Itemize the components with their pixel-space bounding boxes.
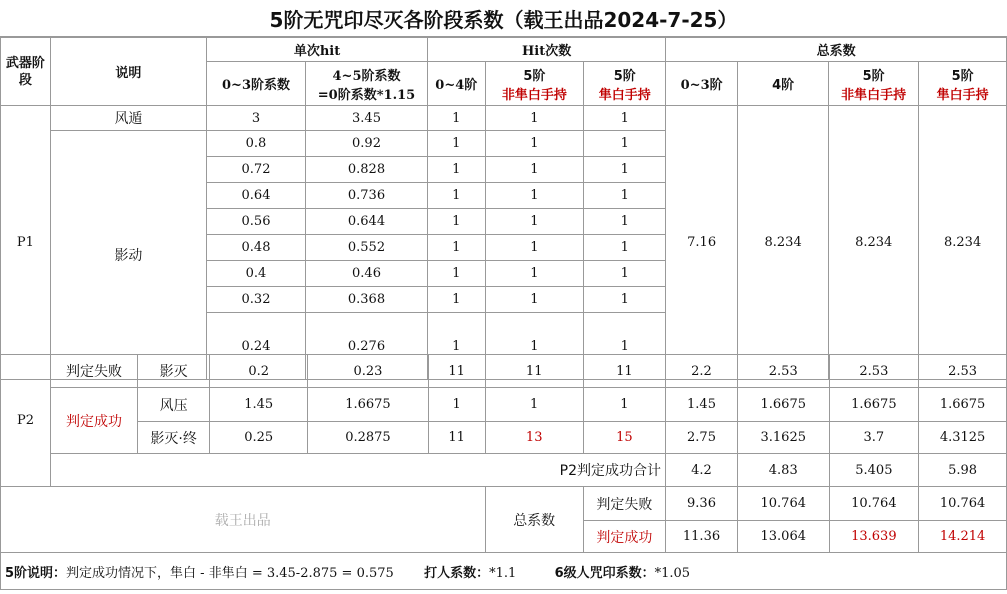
page-title: 5阶无咒印尽灭各阶段系数（载王出品2024-7-25） [0, 0, 1007, 37]
cell: 1 [584, 261, 666, 287]
stage-p2: P2 [1, 355, 51, 487]
cell: 0.276 [305, 313, 427, 380]
cell: 9.36 [666, 487, 738, 521]
cell: 1 [485, 313, 584, 380]
cell: 13.639 [829, 521, 919, 553]
cell: 5.98 [919, 454, 1007, 487]
cell: 1 [428, 157, 485, 183]
cell: 1.45 [210, 388, 308, 422]
cell: 10.764 [829, 487, 919, 521]
footer-curse-value: *1.05 [654, 565, 691, 581]
cell: 1 [584, 183, 666, 209]
cell: 1 [428, 313, 485, 380]
col-04-header: 0~4阶 [428, 62, 485, 106]
cell: 0.2875 [308, 422, 429, 454]
tot-4-header: 4阶 [738, 62, 829, 106]
cell: 1.6675 [308, 388, 429, 422]
col-5a-header: 5阶 非隼白手持 [485, 62, 584, 106]
cell: 0.644 [305, 209, 427, 235]
cell: 4.83 [737, 454, 829, 487]
cell: 0.24 [207, 313, 306, 380]
summary-fail-label: 判定失败 [583, 487, 665, 521]
cell: 1 [584, 209, 666, 235]
cell: 1 [485, 287, 584, 313]
cell: 2.53 [737, 355, 829, 388]
cell: 0.92 [305, 131, 427, 157]
cell: 10.764 [737, 487, 829, 521]
cell: 3.7 [829, 422, 919, 454]
cell: 5.405 [829, 454, 919, 487]
col-5b-header: 5阶 隼白手持 [584, 62, 666, 106]
p2-success-total-label: P2判定成功合计 [50, 454, 665, 487]
cell: 4.3125 [919, 422, 1007, 454]
cell: 1 [428, 183, 485, 209]
skill-yingmie-zhong: 影灭·终 [138, 422, 210, 454]
cell: 11 [428, 355, 485, 388]
cell: 11 [485, 355, 583, 388]
cell: 1 [584, 235, 666, 261]
cell: 1 [485, 106, 584, 131]
cell: 0.25 [210, 422, 308, 454]
cell: 1 [428, 261, 485, 287]
cell: 10.764 [919, 487, 1007, 521]
cell: 1 [428, 106, 485, 131]
skill-yingdong: 影动 [50, 131, 206, 380]
skill-fengdun: 风遁 [50, 106, 206, 131]
cell: 4.2 [666, 454, 738, 487]
cell: 13.064 [737, 521, 829, 553]
cell: 0.32 [207, 287, 306, 313]
cell: 0.8 [207, 131, 306, 157]
coefficient-table [0, 37, 1007, 380]
footer-hit-label: 打人系数： [424, 565, 490, 581]
col-45-header: 4~5阶系数 =0阶系数*1.15 [305, 62, 427, 106]
tot-03-header: 0~3阶 [666, 62, 738, 106]
p1-total-4: 8.234 [738, 106, 829, 380]
cell: 1 [428, 388, 485, 422]
cell: 0.736 [305, 183, 427, 209]
summary-success-label: 判定成功 [583, 521, 665, 553]
cell: 1.45 [666, 388, 738, 422]
cell: 2.53 [829, 355, 919, 388]
cell: 1.6675 [919, 388, 1007, 422]
weapon-stage-header: 武器阶段 [1, 38, 51, 106]
cell: 1 [428, 287, 485, 313]
cell: 11.36 [666, 521, 738, 553]
footer-prefix: 5阶说明： [5, 565, 67, 581]
cell: 0.828 [305, 157, 427, 183]
cell: 0.46 [305, 261, 427, 287]
watermark: 载王出品 [1, 487, 486, 553]
cell: 15 [583, 422, 665, 454]
cell: 1 [485, 209, 584, 235]
cell: 1 [485, 131, 584, 157]
p2-summary-table [0, 354, 1007, 590]
footer-text: 判定成功情况下，隼白 - 非隼白 = 3.45-2.875 = 0.575 [66, 565, 394, 581]
cell: 1 [485, 157, 584, 183]
p1-total-5b: 8.234 [919, 106, 1007, 380]
cell: 0.23 [308, 355, 429, 388]
cell: 3.1625 [737, 422, 829, 454]
p1-total-03: 7.16 [666, 106, 738, 380]
cell: 13 [485, 422, 583, 454]
cell: 1.6675 [737, 388, 829, 422]
cell: 1 [584, 131, 666, 157]
cell: 0.552 [305, 235, 427, 261]
footer-curse-label: 6级人咒印系数： [554, 565, 655, 581]
cell: 3.45 [305, 106, 427, 131]
cell: 3 [207, 106, 306, 131]
cell: 1 [584, 287, 666, 313]
cell: 1 [485, 183, 584, 209]
cell: 1 [584, 106, 666, 131]
cell: 0.64 [207, 183, 306, 209]
tot-5b-header: 5阶 隼白手持 [919, 62, 1007, 106]
cell: 0.2 [210, 355, 308, 388]
hit-count-header: Hit次数 [428, 38, 666, 62]
desc-header: 说明 [50, 38, 206, 106]
cell: 1 [485, 261, 584, 287]
cell: 1 [428, 235, 485, 261]
cell: 2.75 [666, 422, 738, 454]
footer-note [1, 553, 1007, 590]
cell: 0.56 [207, 209, 306, 235]
cell: 1 [485, 235, 584, 261]
total-coef-header: 总系数 [666, 38, 1007, 62]
cell: 1 [583, 388, 665, 422]
cell: 11 [583, 355, 665, 388]
cell: 14.214 [919, 521, 1007, 553]
tot-5a-header: 5阶 非隼白手持 [829, 62, 919, 106]
cell: 0.368 [305, 287, 427, 313]
col-03-header: 0~3阶系数 [207, 62, 306, 106]
skill-yingmie: 影灭 [138, 355, 210, 388]
footer-hit-value: *1.1 [489, 565, 517, 581]
cell: 0.48 [207, 235, 306, 261]
p2-success-label: 判定成功 [50, 388, 137, 454]
cell: 1.6675 [829, 388, 919, 422]
cell: 2.53 [919, 355, 1007, 388]
single-hit-header: 单次hit [207, 38, 428, 62]
p2-fail-label: 判定失败 [50, 355, 137, 388]
cell: 1 [428, 209, 485, 235]
cell: 2.2 [666, 355, 738, 388]
cell: 1 [584, 157, 666, 183]
cell: 11 [428, 422, 485, 454]
cell: 0.72 [207, 157, 306, 183]
cell: 0.4 [207, 261, 306, 287]
cell: 1 [485, 388, 583, 422]
cell: 1 [584, 313, 666, 380]
p1-total-5a: 8.234 [829, 106, 919, 380]
summary-total-label: 总系数 [485, 487, 583, 553]
stage-p1: P1 [1, 106, 51, 380]
cell: 1 [428, 131, 485, 157]
skill-fengya: 风压 [138, 388, 210, 422]
